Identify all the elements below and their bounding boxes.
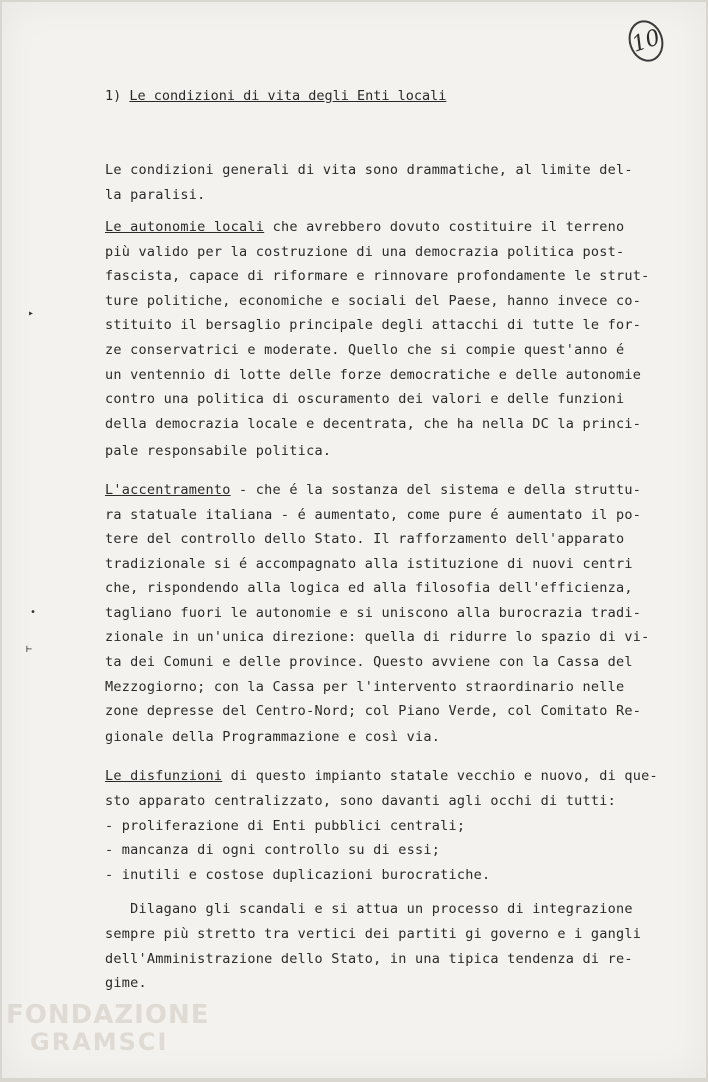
text-line: [105, 556, 633, 572]
line-text: - proliferazione di Enti pubblici centrali;: [105, 818, 466, 834]
margin-mark: ▸: [28, 308, 35, 319]
text-line: [105, 416, 641, 432]
text-line: [105, 244, 624, 260]
line-text: - inutili e costose duplicazioni burocratiche.: [105, 867, 491, 883]
margin-mark: •: [30, 607, 37, 618]
text-line: [105, 951, 633, 967]
text-line: [105, 901, 633, 917]
text-line: [105, 293, 641, 309]
text-line: [105, 926, 641, 942]
line-text: Le condizioni generali di vita sono drammatiche, al limite del-: [105, 162, 633, 178]
line-text: zionale in un'unica direzione: quella di ridurre lo spazio di vi-: [105, 629, 650, 645]
watermark-line-2: GRAMSCI: [30, 1028, 169, 1056]
watermark-line-1: FONDAZIONE: [6, 1000, 210, 1030]
text-line: [105, 317, 641, 333]
text-line: [105, 162, 633, 178]
line-text: della democrazia locale e decentrata, che ha nella DC la princi-: [105, 416, 642, 432]
text-line: [105, 867, 490, 883]
text-line: [105, 679, 624, 695]
line-text: tere del controllo dello Stato. Il rafforzamento dell'apparato: [105, 531, 625, 547]
text-line: [105, 187, 206, 203]
line-text: sempre più stretto tra vertici dei partiti gi governo e i gangli: [105, 926, 642, 942]
line-text: dell'Amministrazione dello Stato, in una tipica tendenza di re-: [105, 951, 633, 967]
line-text: ta dei Comuni e delle province. Questo avviene con la Cassa del: [105, 654, 633, 670]
heading-prefix: 1): [105, 88, 130, 104]
line-text: che, rispondendo alla logica ed alla filosofia dell'efficienza,: [105, 580, 633, 596]
page-number-circled: [623, 16, 668, 66]
underlined-term: Le disfunzioni: [105, 768, 223, 784]
line-text: fascista, capace di riformare e rinnovare profondamente le strut-: [105, 268, 650, 284]
line-text: stituito il bersaglio principale degli attacchi di tutte le for-: [105, 317, 642, 333]
line-text: contro una politica di oscuramento dei valori e delle funzioni: [105, 391, 625, 407]
line-text: ze conservatrici e moderate. Quello che si compie quest'anno é: [105, 342, 625, 358]
section-heading: [105, 88, 446, 104]
line-text: di questo impianto statale vecchio e nuovo, di que-: [222, 768, 658, 784]
line-text: - mancanza di ogni controllo su di essi;: [105, 842, 441, 858]
line-text: tradizionale si é accompagnato alla istituzione di nuovi centri: [105, 556, 633, 572]
text-line: [105, 703, 641, 719]
line-text: Dilagano gli scandali e si attua un processo di integrazione: [105, 901, 633, 917]
text-line: [105, 391, 624, 407]
underlined-term: L'accentramento: [105, 482, 231, 498]
page-number: 10: [628, 24, 664, 58]
text-line: [105, 629, 650, 645]
text-line: [105, 729, 440, 745]
archive-watermark: [6, 1000, 210, 1056]
text-line: [105, 975, 147, 991]
margin-mark: ⊢: [26, 644, 33, 655]
text-line: [105, 268, 650, 284]
text-line: [105, 768, 658, 784]
text-line: [105, 654, 633, 670]
heading-title: Le condizioni di vita degli Enti locali: [129, 88, 447, 104]
text-line: [105, 580, 633, 596]
text-line: [105, 482, 641, 498]
text-line: [105, 219, 624, 235]
text-line: [105, 793, 616, 809]
line-text: gime.: [105, 975, 147, 991]
line-text: ture politiche, economiche e sociali del Paese, hanno invece co-: [105, 293, 642, 309]
document-page: [2, 2, 706, 1078]
text-line: [105, 605, 641, 621]
text-line: [105, 842, 440, 858]
text-line: [105, 531, 624, 547]
text-line: [105, 443, 331, 459]
line-text: un ventennio di lotte delle forze democratiche e delle autonomie: [105, 367, 642, 383]
text-line: [105, 367, 641, 383]
line-text: la paralisi.: [105, 187, 206, 203]
text-line: [105, 507, 641, 523]
line-text: gionale della Programmazione e così via.: [105, 729, 441, 745]
line-text: Mezzogiorno; con la Cassa per l'intervento straordinario nelle: [105, 679, 625, 695]
text-line: [105, 342, 624, 358]
line-text: che avrebbero dovuto costituire il terreno: [264, 219, 625, 235]
line-text: ra statuale italiana - é aumentato, come pure é aumentato il po-: [105, 507, 642, 523]
line-text: pale responsabile politica.: [105, 443, 332, 459]
line-text: più valido per la costruzione di una democrazia politica post-: [105, 244, 625, 260]
text-line: [105, 818, 465, 834]
line-text: sto apparato centralizzato, sono davanti agli occhi di tutti:: [105, 793, 617, 809]
line-text: tagliano fuori le autonomie e si uniscono alla burocrazia tradi-: [105, 605, 642, 621]
line-text: - che é la sostanza del sistema e della struttu-: [230, 482, 642, 498]
line-text: zone depresse del Centro-Nord; col Piano Verde, col Comitato Re-: [105, 703, 642, 719]
underlined-term: Le autonomie locali: [105, 219, 265, 235]
